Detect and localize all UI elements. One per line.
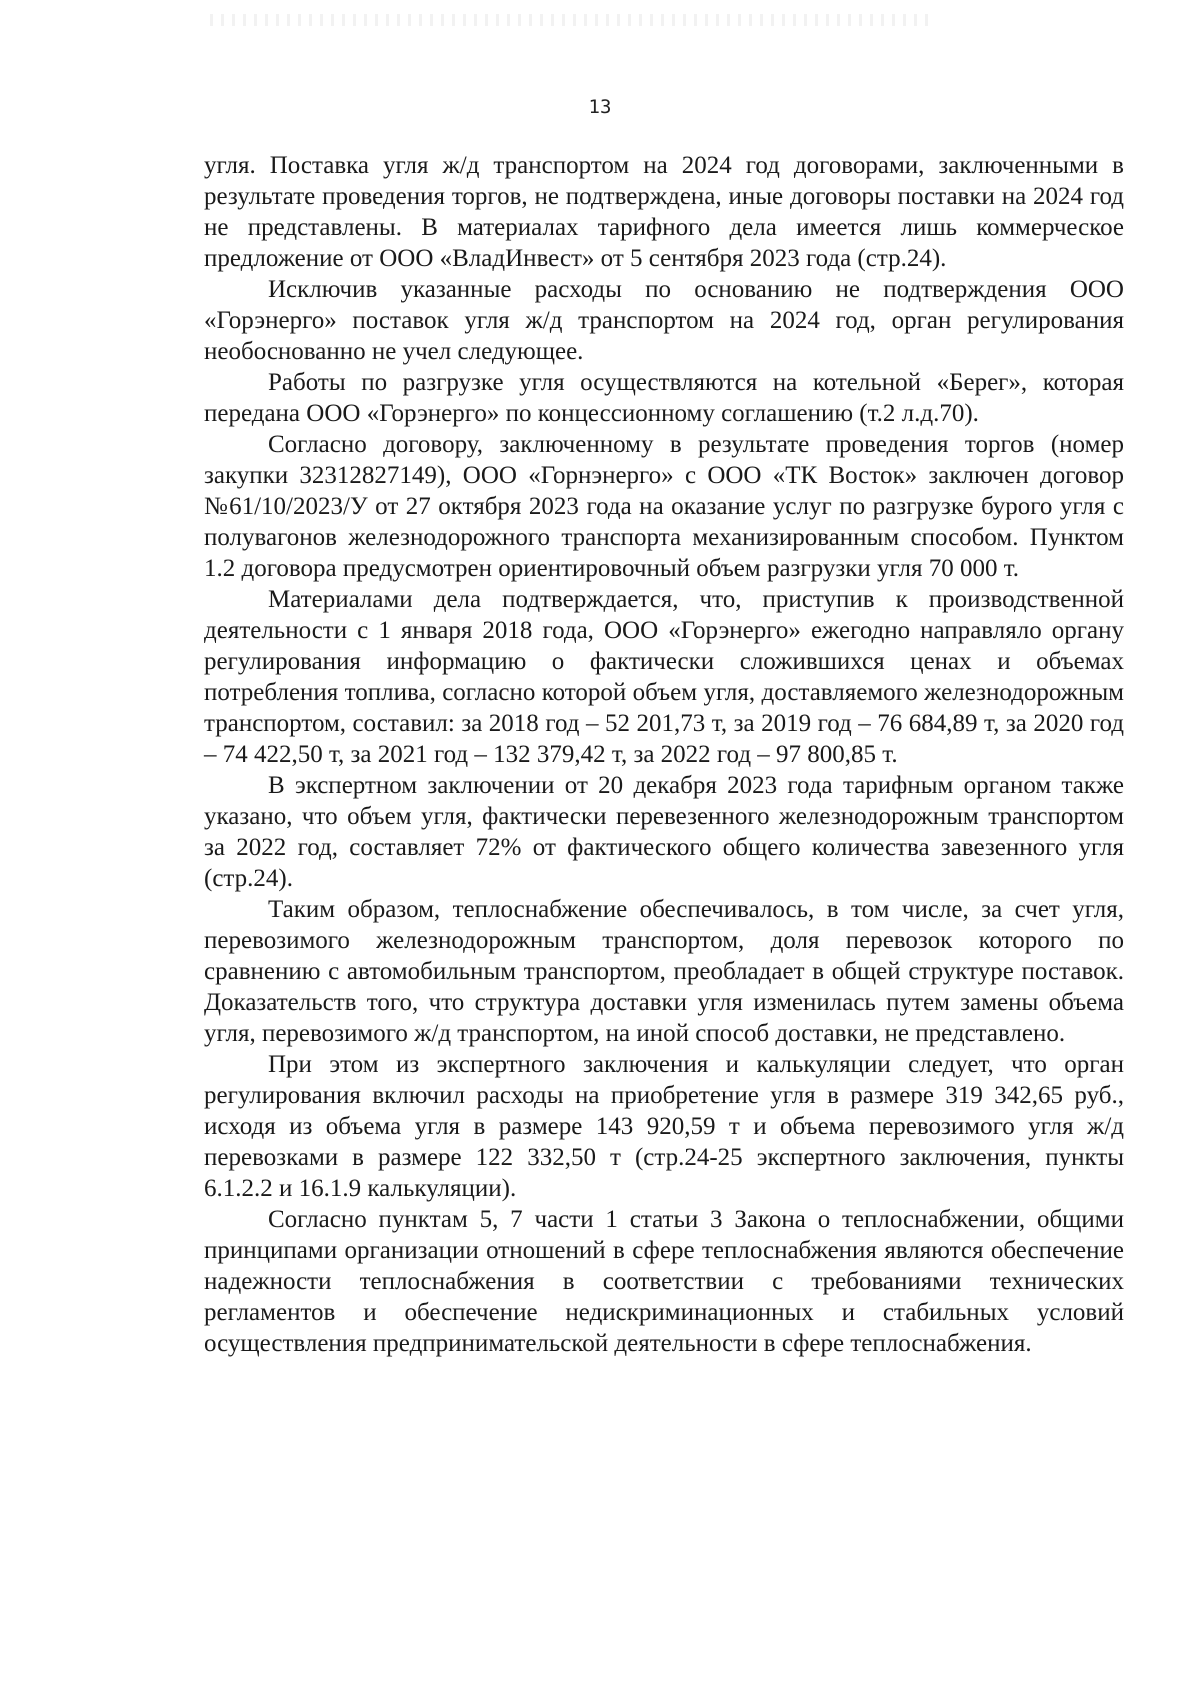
document-body (204, 150, 1124, 1359)
paragraph: Исключив указанные расходы по основанию не подтверждения ООО «Горэнерго» поставок угля ж/д транспортом на 2024 год, орган регулирования необоснованно не учел следующее. (204, 276, 1124, 365)
page-number: 13 (588, 96, 612, 118)
paragraph: Согласно пунктам 5, 7 части 1 статьи 3 Закона о теплоснабжении, общими принципами организации отношений в сфере теплоснабжения являются обеспечение надежности теплоснабжения в соответствии с требованиями технических регламентов и обеспечение недискриминационных и стабильных условий осуществления предпринимательской деятельности в сфере теплоснабжения. (204, 1206, 1124, 1357)
paragraph-continuation: угля. Поставка угля ж/д транспортом на 2024 год договорами, заключенными в результате проведения торгов, не подтверждена, иные договоры поставки на 2024 год не представлены. В материалах тарифного дела имеется лишь коммерческое предложение от ООО «ВладИнвест» от 5 сентября 2023 года (стр.24). (204, 152, 1124, 272)
paragraph: Таким образом, теплоснабжение обеспечивалось, в том числе, за счет угля, перевозимого железнодорожным транспортом, доля перевозок которого по сравнению с автомобильным транспортом, преобладает в общей структуре поставок. Доказательств того, что структура доставки угля изменилась путем замены объема угля, перевозимого ж/д транспортом, на иной способ доставки, не представлено. (204, 896, 1124, 1047)
paragraph: Согласно договору, заключенному в результате проведения торгов (номер закупки 32312827149), ООО «Горнэнерго» с ООО «ТК Восток» заключен договор №61/10/2023/У от 27 октября 2023 года на оказание услуг по разгрузке бурого угля с полувагонов железнодорожного транспорта механизированным способом. Пунктом 1.2 договора предусмотрен ориентировочный объем разгрузки угля 70 000 т. (204, 431, 1124, 582)
scan-artifact (210, 14, 930, 26)
paragraph: При этом из экспертного заключения и калькуляции следует, что орган регулирования включил расходы на приобретение угля в размере 319 342,65 руб., исходя из объема угля в размере 143 920,59 т и объема перевозимого угля ж/д перевозками в размере 122 332,50 т (стр.24-25 экспертного заключения, пункты 6.1.2.2 и 16.1.9 калькуляции). (204, 1051, 1124, 1202)
paragraph: Работы по разгрузке угля осуществляются на котельной «Берег», которая передана ООО «Горэнерго» по концессионному соглашению (т.2 л.д.70). (204, 369, 1124, 427)
paragraph: Материалами дела подтверждается, что, приступив к производственной деятельности с 1 января 2018 года, ООО «Горэнерго» ежегодно направляло органу регулирования информацию о фактически сложившихся ценах и объемах потребления топлива, согласно которой объем угля, доставляемого железнодорожным транспортом, составил: за 2018 год – 52 201,73 т, за 2019 год – 76 684,89 т, за 2020 год – 74 422,50 т, за 2021 год – 132 379,42 т, за 2022 год – 97 800,85 т. (204, 586, 1124, 768)
paragraph: В экспертном заключении от 20 декабря 2023 года тарифным органом также указано, что объем угля, фактически перевезенного железнодорожным транспортом за 2022 год, составляет 72% от фактического общего количества завезенного угля (стр.24). (204, 772, 1124, 892)
